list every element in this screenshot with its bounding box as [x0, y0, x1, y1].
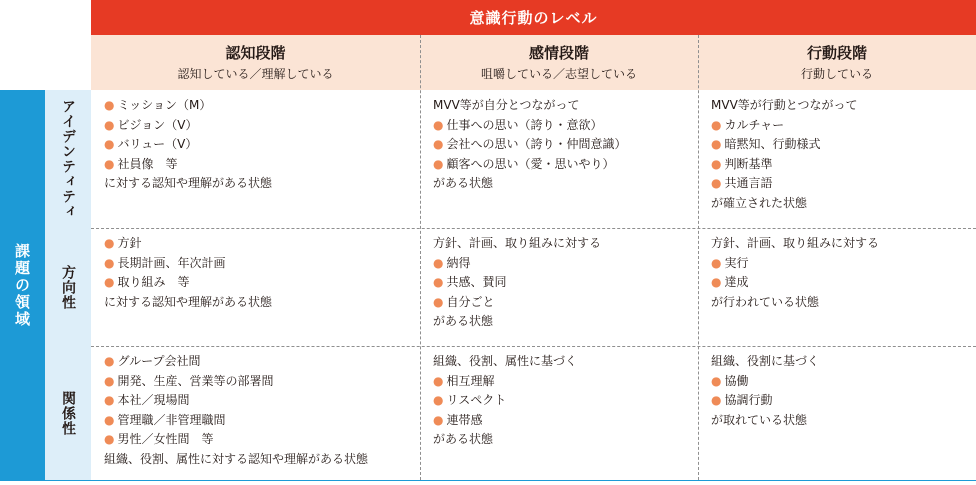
line-text: 連帯感: [446, 412, 483, 427]
line-text: 組織、役割、属性に基づく: [433, 354, 578, 368]
line-text: バリュー（V）: [117, 137, 198, 151]
line-text: カルチャー: [724, 117, 785, 132]
row-header-label: 関係性: [60, 390, 76, 436]
line-text: 納得: [446, 255, 471, 270]
bullet-icon: ●: [711, 275, 722, 289]
cell-direction-emotion: [420, 228, 698, 346]
cell-relationship-action: [698, 346, 976, 480]
bullet-icon: ●: [104, 373, 115, 388]
bullet-icon: ●: [433, 117, 444, 132]
line-text: リスペクト: [446, 393, 507, 407]
bullet-item: [104, 352, 420, 372]
bullet-icon: ●: [711, 117, 722, 132]
line-text: 判断基準: [724, 156, 773, 171]
line-text: 達成: [724, 275, 749, 289]
bullet-item: [104, 430, 420, 450]
cell-identity-emotion: [420, 90, 698, 228]
line-text: 暗黙知、行動様式: [724, 137, 821, 151]
bullet-item: [433, 254, 698, 274]
line-text: 社員像 等: [117, 156, 178, 171]
text-line: [433, 352, 698, 372]
bullet-item: [104, 411, 420, 431]
column-title: 認知段階: [225, 43, 286, 62]
bullet-item: [433, 411, 698, 431]
bullet-icon: ●: [433, 373, 444, 388]
bullet-item: [104, 372, 420, 392]
line-text: ミッション（M）: [117, 98, 212, 112]
text-line: [711, 96, 976, 116]
line-text: グループ会社間: [117, 354, 201, 368]
column-header-action: [698, 35, 976, 90]
row-divider: [91, 228, 976, 229]
bullet-icon: ●: [104, 432, 115, 446]
column-title: 行動段階: [806, 43, 867, 62]
column-title: 感情段階: [528, 43, 589, 62]
line-text: に対する認知や理解がある状態: [104, 294, 273, 309]
bullet-item: [433, 391, 698, 411]
bullet-icon: ●: [711, 137, 722, 151]
bullet-icon: ●: [104, 236, 115, 250]
line-text: 管理職／非管理職間: [117, 412, 226, 427]
bullet-icon: ●: [711, 255, 722, 270]
level-header: [91, 0, 976, 35]
line-text: 方針: [117, 236, 142, 250]
text-line: [433, 174, 698, 194]
bullet-item: [433, 116, 698, 136]
line-text: がある状態: [433, 176, 494, 190]
text-line: [711, 411, 976, 431]
bullet-icon: ●: [104, 354, 115, 368]
bullet-icon: ●: [104, 255, 115, 270]
line-text: 方針、計画、取り組みに対する: [711, 236, 880, 250]
line-text: 顧客への思い（愛・思いやり）: [446, 156, 615, 171]
text-line: [104, 293, 420, 313]
bullet-item: [433, 155, 698, 175]
line-text: 協働: [724, 373, 749, 388]
bullet-item: [104, 391, 420, 411]
bullet-icon: ●: [711, 393, 722, 407]
line-text: 組織、役割に基づく: [711, 354, 820, 368]
line-text: 本社／現場間: [117, 393, 190, 407]
bullet-item: [104, 254, 420, 274]
line-text: 相互理解: [446, 373, 495, 388]
column-header-emotion: [420, 35, 698, 90]
bullet-item: [711, 273, 976, 293]
bullet-icon: ●: [104, 117, 115, 132]
cell-direction-cognition: [91, 228, 420, 346]
bullet-item: [104, 96, 420, 116]
text-line: [711, 293, 976, 313]
bullet-item: [433, 273, 698, 293]
column-subtitle: 咀嚼している／志望している: [480, 66, 637, 81]
line-text: 自分ごと: [446, 294, 495, 309]
bullet-item: [104, 135, 420, 155]
row-header-relationship: [45, 346, 91, 480]
bullet-item: [433, 135, 698, 155]
line-text: 協調行動: [724, 393, 773, 407]
text-line: [433, 430, 698, 450]
line-text: 共通言語: [724, 176, 773, 190]
cell-identity-cognition: [91, 90, 420, 228]
line-text: がある状態: [433, 314, 494, 328]
bullet-item: [104, 155, 420, 175]
row-header-direction: [45, 228, 91, 346]
line-text: 長期計画、年次計画: [117, 255, 226, 270]
text-line: [711, 352, 976, 372]
line-text: に対する認知や理解がある状態: [104, 176, 273, 190]
bullet-icon: ●: [104, 393, 115, 407]
bullet-icon: ●: [711, 176, 722, 190]
line-text: ビジョン（V）: [117, 117, 198, 132]
bullet-icon: ●: [104, 137, 115, 151]
bullet-item: [104, 116, 420, 136]
line-text: MVV等が自分とつながって: [433, 98, 580, 112]
bullet-item: [104, 234, 420, 254]
bullet-icon: ●: [433, 156, 444, 171]
table-bottom-border: [0, 480, 976, 481]
cell-identity-action: [698, 90, 976, 228]
line-text: 取り組み 等: [117, 275, 190, 289]
bullet-icon: ●: [104, 156, 115, 171]
line-text: が確立された状態: [711, 195, 808, 210]
line-text: 実行: [724, 255, 749, 270]
line-text: がある状態: [433, 432, 494, 446]
line-text: 開発、生産、営業等の部署間: [117, 373, 274, 388]
domain-label: [0, 90, 45, 481]
bullet-icon: ●: [433, 255, 444, 270]
text-line: [433, 312, 698, 332]
cell-relationship-emotion: [420, 346, 698, 480]
domain-label-text: 課題の領域: [13, 243, 31, 328]
line-text: が行われている状態: [711, 294, 820, 309]
column-divider: [420, 35, 421, 480]
text-line: [711, 194, 976, 214]
level-header-title: 意識行動のレベル: [469, 9, 598, 27]
bullet-item: [433, 372, 698, 392]
bullet-icon: ●: [433, 294, 444, 309]
bullet-item: [711, 155, 976, 175]
line-text: 組織、役割、属性に対する認知や理解がある状態: [104, 451, 369, 466]
bullet-item: [711, 135, 976, 155]
bullet-icon: ●: [711, 156, 722, 171]
bullet-item: [711, 391, 976, 411]
bullet-item: [711, 174, 976, 194]
bullet-icon: ●: [433, 412, 444, 427]
line-text: 男性／女性間 等: [117, 432, 214, 446]
column-subtitle: 行動している: [800, 66, 873, 81]
cell-relationship-cognition: [91, 346, 420, 480]
line-text: 仕事への思い（誇り・意欲）: [446, 117, 603, 132]
row-divider: [91, 346, 976, 347]
bullet-icon: ●: [433, 137, 444, 151]
line-text: MVV等が行動とつながって: [711, 98, 858, 112]
text-line: [104, 450, 420, 470]
bullet-item: [433, 293, 698, 313]
bullet-icon: ●: [711, 373, 722, 388]
line-text: 方針、計画、取り組みに対する: [433, 236, 602, 250]
column-subtitle: 認知している／理解している: [177, 66, 334, 81]
cell-direction-action: [698, 228, 976, 346]
line-text: 共感、賛同: [446, 275, 507, 289]
bullet-icon: ●: [104, 412, 115, 427]
row-header-label: アイデンティティ: [60, 99, 76, 219]
text-line: [104, 174, 420, 194]
text-line: [711, 234, 976, 254]
bullet-item: [711, 254, 976, 274]
text-line: [433, 234, 698, 254]
text-line: [433, 96, 698, 116]
line-text: が取れている状態: [711, 412, 808, 427]
bullet-item: [711, 116, 976, 136]
bullet-icon: ●: [104, 275, 115, 289]
row-header-identity: [45, 90, 91, 228]
column-header-cognition: [91, 35, 420, 90]
bullet-icon: ●: [433, 393, 444, 407]
bullet-icon: ●: [104, 98, 115, 112]
bullet-icon: ●: [433, 275, 444, 289]
bullet-item: [104, 273, 420, 293]
column-divider: [698, 35, 699, 480]
row-header-label: 方向性: [60, 264, 76, 310]
line-text: 会社への思い（誇り・仲間意識）: [446, 137, 627, 151]
bullet-item: [711, 372, 976, 392]
